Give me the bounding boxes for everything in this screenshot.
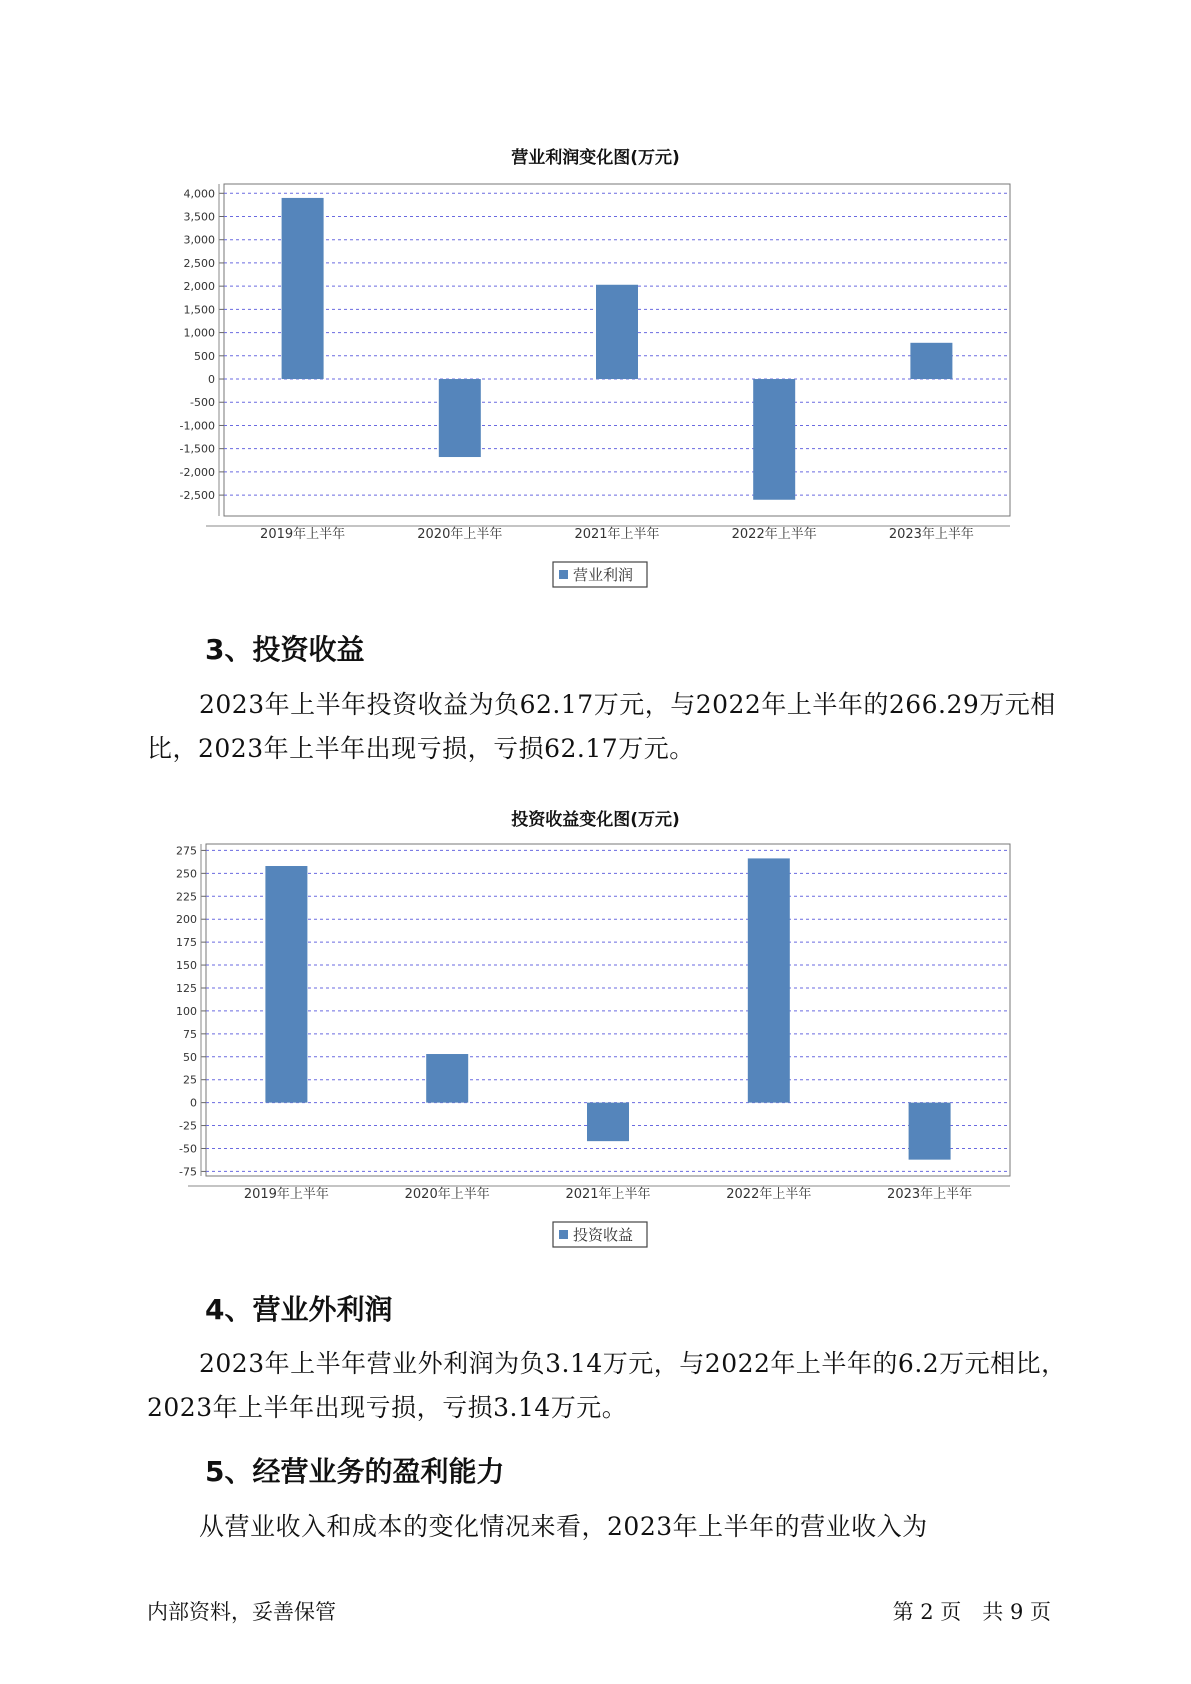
y-tick-label: 4,000: [183, 187, 215, 201]
legend-label: 营业利润: [573, 566, 634, 584]
y-tick-label: -1,500: [179, 442, 215, 456]
legend-swatch: [559, 570, 568, 579]
y-tick-label: 25: [183, 1073, 197, 1087]
y-tick-label: -75: [179, 1165, 197, 1179]
y-tick-label: 1,500: [183, 303, 215, 317]
legend: [553, 562, 647, 587]
bar-2021年上半年: [587, 1103, 629, 1142]
x-tick-label: 2020年上半年: [417, 527, 503, 542]
y-tick-label: 3,000: [183, 233, 215, 247]
y-tick-label: -2,000: [179, 465, 215, 479]
y-tick-label: -50: [179, 1142, 197, 1156]
bar-2021年上半年: [596, 285, 638, 379]
y-tick-label: 225: [176, 890, 197, 904]
bar-2022年上半年: [748, 858, 790, 1102]
bar-2020年上半年: [439, 379, 481, 457]
section-paragraph-investment-income: 2023年上半年投资收益为负62.17万元，与2022年上半年的266.29万元相比，2023年上半年出现亏损，亏损62.17万元。: [147, 690, 1056, 763]
y-tick-label: 275: [176, 844, 197, 858]
x-tick-label: 2019年上半年: [243, 1187, 329, 1202]
y-tick-label: 1,000: [183, 326, 215, 340]
section-paragraph-non-operating-profit: 2023年上半年营业外利润为负3.14万元，与2022年上半年的6.2万元相比，2023年上半年出现亏损，亏损3.14万元。: [147, 1349, 1067, 1422]
bar-2022年上半年: [753, 379, 795, 500]
operating-profit-chart: [0, 180, 1191, 600]
section-paragraph-profitability: 从营业收入和成本的变化情况来看，2023年上半年的营业收入为: [199, 1512, 928, 1541]
x-tick-label: 2021年上半年: [574, 527, 660, 542]
bar-2019年上半年: [282, 198, 324, 379]
y-tick-label: 150: [176, 959, 197, 973]
y-tick-label: -2,500: [179, 489, 215, 503]
bar-2020年上半年: [426, 1054, 468, 1103]
chart-title-operating-profit: 营业利润变化图(万元): [511, 148, 680, 168]
y-tick-label: 200: [176, 913, 197, 927]
x-tick-label: 2022年上半年: [731, 527, 817, 542]
x-tick-label: 2022年上半年: [726, 1187, 812, 1202]
section-heading-non-operating-profit: 4、营业外利润: [205, 1293, 393, 1326]
y-tick-label: 0: [190, 1096, 197, 1110]
legend-swatch: [559, 1230, 568, 1239]
y-tick-label: 75: [183, 1027, 197, 1041]
x-tick-label: 2023年上半年: [888, 527, 974, 542]
legend: [553, 1222, 647, 1247]
y-tick-label: 500: [194, 349, 215, 363]
y-tick-label: 100: [176, 1004, 197, 1018]
y-tick-label: 0: [208, 373, 215, 387]
y-tick-label: -25: [179, 1119, 197, 1133]
y-tick-label: 2,000: [183, 280, 215, 294]
y-tick-label: -1,000: [179, 419, 215, 433]
section-heading-investment-income: 3、投资收益: [205, 633, 365, 666]
bar-2023年上半年: [910, 343, 952, 379]
y-tick-label: 50: [183, 1050, 197, 1064]
investment-income-chart: [0, 840, 1191, 1260]
section-heading-profitability: 5、经营业务的盈利能力: [205, 1455, 505, 1488]
y-tick-label: -500: [190, 396, 215, 410]
bar-2023年上半年: [909, 1103, 951, 1160]
chart-title-investment-income: 投资收益变化图(万元): [511, 810, 680, 830]
x-tick-label: 2019年上半年: [260, 527, 346, 542]
legend-label: 投资收益: [573, 1226, 634, 1244]
y-tick-label: 2,500: [183, 256, 215, 270]
x-tick-label: 2021年上半年: [565, 1187, 651, 1202]
footer-confidential-note: 内部资料，妥善保管: [147, 1600, 336, 1624]
bar-2019年上半年: [265, 866, 307, 1103]
y-tick-label: 175: [176, 936, 197, 950]
footer-page-number: 第 2 页 共 9 页: [892, 1600, 1051, 1624]
y-tick-label: 125: [176, 981, 197, 995]
x-tick-label: 2020年上半年: [404, 1187, 490, 1202]
y-tick-label: 250: [176, 867, 197, 881]
x-tick-label: 2023年上半年: [887, 1187, 973, 1202]
y-tick-label: 3,500: [183, 210, 215, 224]
